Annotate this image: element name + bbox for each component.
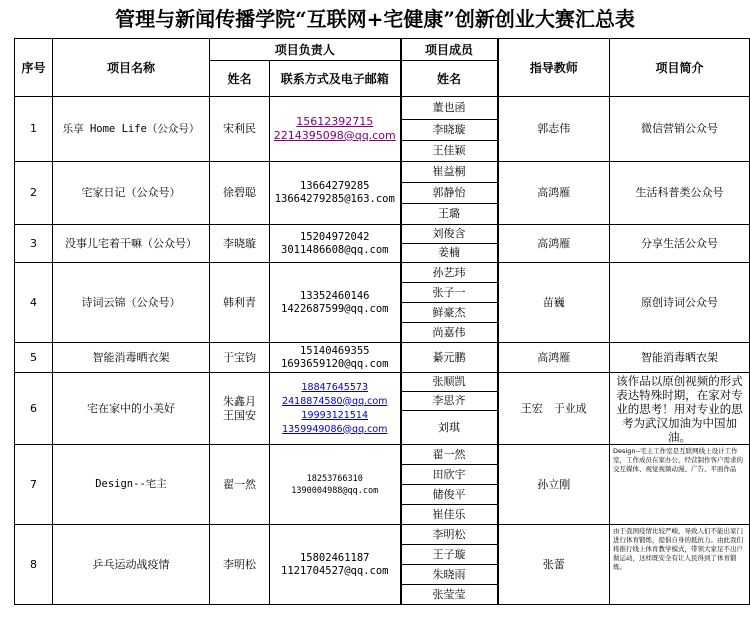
- advisor-name: 张蕾: [498, 525, 610, 605]
- contact-phone: 15140469355: [299, 344, 370, 357]
- header-leader-name: 姓名: [210, 61, 270, 97]
- advisor-name: 高鸿雁: [498, 343, 610, 373]
- leader-name: 于宝钧: [210, 343, 270, 373]
- header-leader-contact: 联系方式及电子邮箱: [270, 61, 401, 97]
- contact-phone: 18253766310: [306, 473, 363, 484]
- member-name: 鲜豪杰: [401, 303, 498, 323]
- project-intro: 生活科普类公众号: [610, 162, 750, 225]
- project-name: 宅在家中的小美好: [53, 373, 210, 445]
- contact-email: 1693659120@qq.com: [281, 357, 389, 370]
- header-advisor: 指导教师: [498, 39, 610, 97]
- project-intro: 该作品以原创视频的形式表达特殊时期，在家对专业的思考！用对专业的思考为武汉加油为中国加油。: [610, 373, 750, 445]
- row-index: 7: [15, 445, 53, 525]
- contact-email[interactable]: 2214395098@qq.com: [273, 129, 396, 142]
- project-intro: 由于我国疫情比较严峻，导致人们不能出家门进行体育锻炼，提倡自身的抵抗力。由此我们将推行线上体育教学模式，带领大家足不出户做运动，这样既安全有让人民得到了体育锻炼。: [610, 525, 750, 605]
- member-name: 郭静怡: [401, 183, 498, 204]
- leader-contact: [270, 225, 401, 263]
- member-name: 崔佳乐: [401, 505, 498, 525]
- member-name: 崔益桐: [401, 162, 498, 183]
- project-intro: 微信营销公众号: [610, 97, 750, 162]
- member-name: 綦元鹏: [401, 343, 498, 373]
- project-intro: 分享生活公众号: [610, 225, 750, 263]
- contact-phone: 13664279285: [299, 180, 370, 192]
- advisor-name: 苗巍: [498, 263, 610, 343]
- advisor-name: 孙立刚: [498, 445, 610, 525]
- leader-contact: [270, 445, 401, 525]
- project-name: 乐享 Home Life（公众号）: [53, 97, 210, 162]
- header-leader-group: 项目负责人: [210, 39, 401, 61]
- row-index: 3: [15, 225, 53, 263]
- contact-phone: 15204972042: [299, 230, 370, 243]
- advisor-name: 高鸿雁: [498, 225, 610, 263]
- project-name: 智能消毒晒衣架: [53, 343, 210, 373]
- leader-name: 王国安: [223, 408, 256, 422]
- leader-contact: [270, 263, 401, 343]
- advisor-name: 高鸿雁: [498, 162, 610, 225]
- contact-email: 13664279285@163.com: [274, 193, 395, 205]
- contact-email[interactable]: 1359949086@qq.com: [282, 423, 388, 435]
- contact-email: 3011486608@qq.com: [281, 243, 389, 256]
- leader-contact: [270, 162, 401, 225]
- member-name: 李明松: [401, 525, 498, 545]
- contact-email: 1390004988@qq.com: [291, 485, 379, 496]
- row-index: 4: [15, 263, 53, 343]
- contact-phone[interactable]: 15612392715: [296, 115, 374, 128]
- leader-name: 李晓璇: [210, 225, 270, 263]
- leader-name: 翟一然: [210, 445, 270, 525]
- project-name: 没事儿宅着干嘛（公众号）: [53, 225, 210, 263]
- member-name: 李思齐: [401, 392, 498, 411]
- member-name: 刘琪: [401, 411, 498, 445]
- project-intro: 智能消毒晒衣架: [610, 343, 750, 373]
- leader-contact: [270, 525, 401, 605]
- member-name: 尚嘉伟: [401, 323, 498, 343]
- leader-name: 李明松: [210, 525, 270, 605]
- member-name: 董也函: [401, 97, 498, 120]
- leader-names: [210, 373, 270, 445]
- member-name: 张莹莹: [401, 585, 498, 605]
- row-index: 8: [15, 525, 53, 605]
- header-members-group: 项目成员: [401, 39, 498, 61]
- member-name: 翟一然: [401, 445, 498, 465]
- leader-name: 徐碧聪: [210, 162, 270, 225]
- member-name: 田欣宇: [401, 465, 498, 485]
- project-intro: Design--宅主工作室是互联网线上设计工作室，工作成员在家办公，经营制作客户需求的交互媒体、视觉视频动漫、广告、平面作品: [610, 445, 750, 525]
- advisor-name: 郭志伟: [498, 97, 610, 162]
- member-name: 王璐: [401, 204, 498, 225]
- member-name: 王佳颖: [401, 141, 498, 162]
- member-name: 李晓璇: [401, 120, 498, 141]
- contact-email: 1422687599@qq.com: [281, 302, 389, 315]
- contact-phone[interactable]: 19993121514: [301, 409, 368, 421]
- contact-email: 1121704527@qq.com: [281, 564, 389, 577]
- header-members-name: 姓名: [401, 61, 498, 97]
- header-intro: 项目简介: [610, 39, 750, 97]
- project-name: 诗词云锦（公众号）: [53, 263, 210, 343]
- leader-contact: [270, 97, 401, 162]
- page-title: 管理与新闻传播学院“互联网+宅健康”创新创业大赛汇总表: [115, 7, 635, 31]
- header-index: 序号: [15, 39, 53, 97]
- contact-phone: 13352460146: [299, 289, 370, 302]
- contact-phone: 15802461187: [299, 551, 370, 564]
- row-index: 2: [15, 162, 53, 225]
- project-name: 宅家日记（公众号）: [53, 162, 210, 225]
- member-name: 张子一: [401, 283, 498, 303]
- project-name: Design--宅主: [53, 445, 210, 525]
- advisor-name: 王宏 于业成: [498, 373, 610, 445]
- row-index: 6: [15, 373, 53, 445]
- member-name: 朱晓雨: [401, 565, 498, 585]
- row-index: 5: [15, 343, 53, 373]
- member-name: 储俊平: [401, 485, 498, 505]
- contact-phone[interactable]: 18847645573: [301, 381, 368, 393]
- row-index: 1: [15, 97, 53, 162]
- leader-name: 宋利民: [210, 97, 270, 162]
- project-name: 乒乓运动战疫情: [53, 525, 210, 605]
- leader-contact: [270, 343, 401, 373]
- summary-table: [14, 38, 750, 605]
- project-intro: 原创诗词公众号: [610, 263, 750, 343]
- member-name: 姜楠: [401, 244, 498, 263]
- leader-name: 韩利青: [210, 263, 270, 343]
- contact-email[interactable]: 2418874580@qq.com: [282, 395, 388, 407]
- member-name: 孙艺玮: [401, 263, 498, 283]
- leader-contact: [270, 373, 401, 445]
- leader-name: 朱鑫月: [223, 394, 256, 408]
- member-name: 刘俊含: [401, 225, 498, 244]
- member-name: 张顺凯: [401, 373, 498, 392]
- header-project-name: 项目名称: [53, 39, 210, 97]
- member-name: 王子璇: [401, 545, 498, 565]
